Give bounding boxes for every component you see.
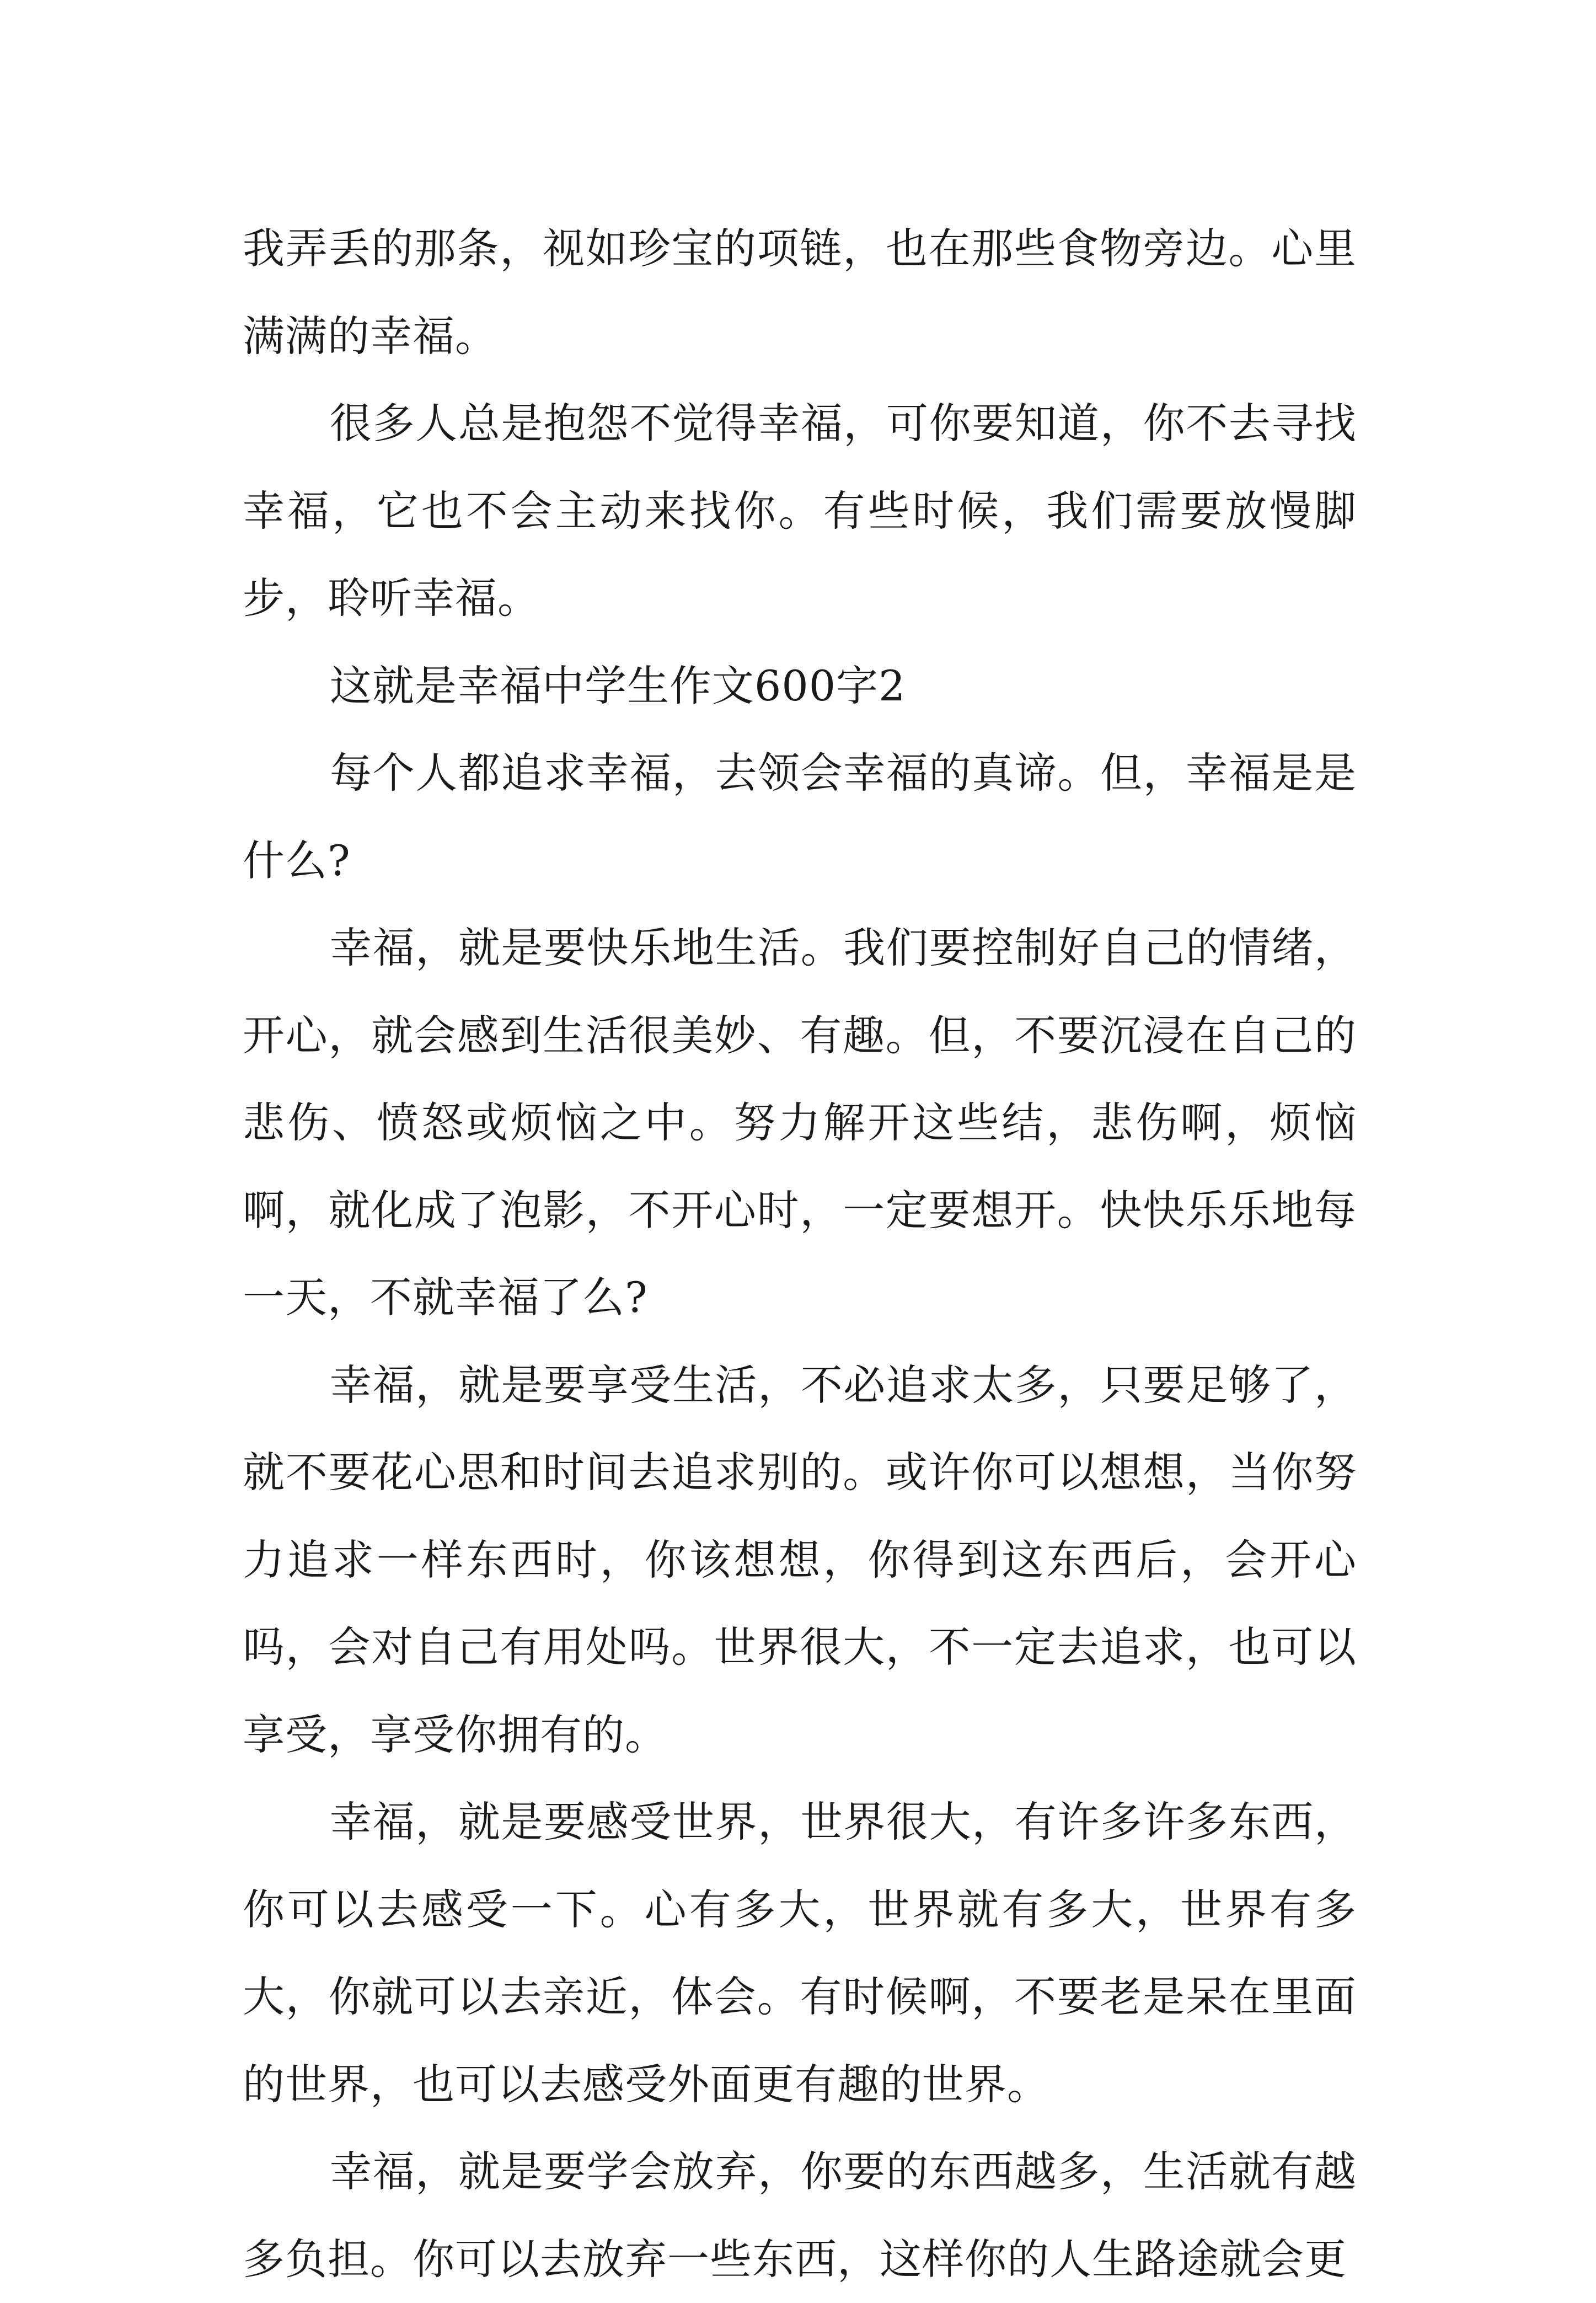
paragraph-complaint: 很多人总是抱怨不觉得幸福，可你要知道，你不去寻找幸福，它也不会主动来找你。有些时候，我们需要放慢脚步，聆听幸福。 (243, 399, 1357, 623)
article-body (243, 205, 1357, 2303)
paragraph-feel-world: 幸福，就是要感受世界，世界很大，有许多许多东西，你可以去感受一下。心有多大，世界就有多大，世界有多大，你就可以去亲近，体会。有时候啊，不要老是呆在里面的世界，也可以去感受外面更有趣的世界。 (243, 1797, 1357, 2109)
paragraph-necklace: 我弄丢的那条，视如珍宝的项链，也在那些食物旁边。心里满满的幸福。 (243, 224, 1357, 361)
paragraph-let-go: 幸福，就是要学会放弃，你要的东西越多，生活就有越多负担。你可以去放弃一些东西，这样你的人生路途就会更 (243, 2147, 1357, 2284)
paragraph-happy-life: 幸福，就是要快乐地生活。我们要控制好自己的情绪，开心，就会感到生活很美妙、有趣。但，不要沉浸在自己的悲伤、愤怒或烦恼之中。努力解开这些结，悲伤啊，烦恼啊，就化成了泡影，不开心时，一定要想开。快快乐乐地每一天，不就幸福了么? (243, 923, 1357, 1322)
paragraph-question: 每个人都追求幸福，去领会幸福的真谛。但，幸福是是什么? (243, 748, 1357, 885)
essay-heading: 这就是幸福中学生作文600字2 (330, 661, 906, 710)
paragraph-enjoy-life: 幸福，就是要享受生活，不必追求太多，只要足够了，就不要花心思和时间去追求别的。或许你可以想想，当你努力追求一样东西时，你该想想，你得到这东西后，会开心吗，会对自己有用处吗。世界很大，不一定去追求，也可以享受，享受你拥有的。 (243, 1360, 1357, 1759)
